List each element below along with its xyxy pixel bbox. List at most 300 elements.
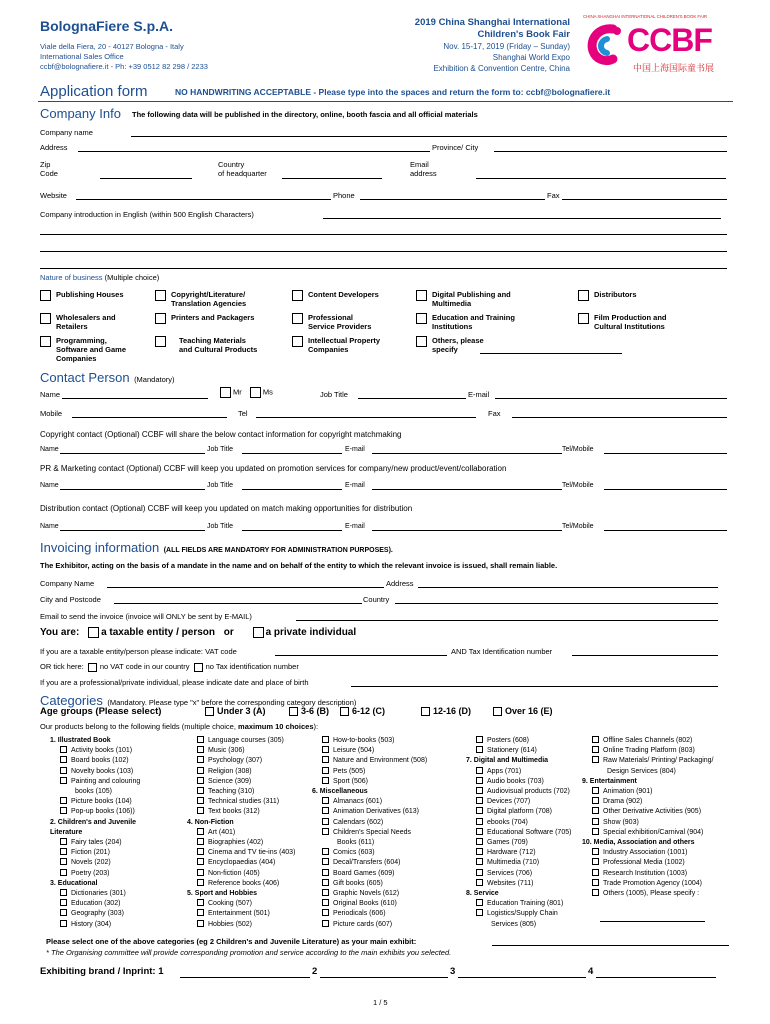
inv-address-field[interactable] <box>418 587 718 588</box>
or-tick-row <box>40 662 299 672</box>
category-label: Animation (901) <box>603 788 653 796</box>
category-checkbox[interactable] <box>60 777 67 784</box>
category-label: Reference books (406) <box>208 879 280 887</box>
category-option <box>312 818 427 828</box>
tax-id-field[interactable] <box>572 655 718 656</box>
category-label: History (304) <box>71 920 112 928</box>
category-heading <box>466 756 571 766</box>
business-checkbox[interactable] <box>155 313 166 324</box>
age-option-3 <box>340 706 385 716</box>
invoice-section-title: Invoicing information <box>40 540 160 555</box>
email-label-line1: Email <box>410 160 429 169</box>
category-checkbox[interactable] <box>322 899 329 906</box>
no-tax-checkbox[interactable] <box>194 663 203 672</box>
pr-email-label: E-mail <box>345 482 365 489</box>
category-option <box>312 869 427 879</box>
category-label: Geography (303) <box>71 910 124 918</box>
category-option <box>582 889 714 899</box>
category-checkbox[interactable] <box>197 899 204 906</box>
dist-name-label: Name <box>40 523 59 530</box>
main-exhibit-field[interactable] <box>492 945 729 946</box>
category-label: Digital platform (708) <box>487 808 552 816</box>
category-checkbox[interactable] <box>476 838 483 845</box>
contact-email-label: E-mail <box>468 390 490 399</box>
or-label: or <box>223 627 234 639</box>
category-option <box>187 899 295 909</box>
contact-job-label: Job Title <box>320 390 348 399</box>
category-checkbox[interactable] <box>197 858 204 865</box>
category-checkbox[interactable] <box>197 756 204 763</box>
category-checkbox[interactable] <box>197 869 204 876</box>
category-option <box>312 899 427 909</box>
category-label: Hobbies (502) <box>208 920 252 928</box>
category-checkbox[interactable] <box>476 848 483 855</box>
business-checkbox[interactable] <box>416 336 427 347</box>
category-label: Logistics/Supply Chain <box>487 910 558 918</box>
category-checkbox[interactable] <box>592 879 599 886</box>
category-checkbox[interactable] <box>197 767 204 774</box>
category-label: Show (903) <box>603 818 639 826</box>
copyright-job-field[interactable] <box>242 453 342 454</box>
category-checkbox[interactable] <box>592 756 599 763</box>
category-checkbox[interactable] <box>60 920 67 927</box>
category-label: Services (706) <box>487 869 533 877</box>
inv-country-field[interactable] <box>395 603 718 604</box>
age-checkbox-5[interactable] <box>493 707 502 716</box>
category-checkbox[interactable] <box>60 838 67 845</box>
category-checkbox[interactable] <box>322 746 329 753</box>
category-label: Periodicals (606) <box>333 910 386 918</box>
category-checkbox[interactable] <box>476 797 483 804</box>
category-checkbox[interactable] <box>60 797 67 804</box>
category-checkbox[interactable] <box>592 797 599 804</box>
category-checkbox[interactable] <box>476 767 483 774</box>
category-checkbox[interactable] <box>476 777 483 784</box>
org-office-line: International Sales Office <box>40 52 124 61</box>
ccbf-logo-icon <box>585 23 625 67</box>
category-label: Pop-up books (106)) <box>71 808 135 816</box>
brand-field-4[interactable] <box>596 977 716 978</box>
category-checkbox[interactable] <box>322 797 329 804</box>
brand-label: Exhibiting brand / Inprint: 1 <box>40 966 164 977</box>
intro-field-line1[interactable] <box>323 218 721 219</box>
contact-fax-field[interactable] <box>512 417 727 418</box>
category-option <box>582 858 714 868</box>
category-label: Art (401) <box>208 828 236 836</box>
category-checkbox[interactable] <box>60 889 67 896</box>
business-option <box>155 336 257 354</box>
category-checkbox[interactable] <box>592 807 599 814</box>
category-checkbox[interactable] <box>592 746 599 753</box>
business-option <box>578 290 637 299</box>
copyright-name-label: Name <box>40 446 59 453</box>
category-checkbox[interactable] <box>60 746 67 753</box>
category-label: Educational Software (705) <box>487 828 572 836</box>
inv-address-label: Address <box>386 579 414 588</box>
category-heading <box>312 787 427 797</box>
logo-main-text: CCBF <box>627 22 712 58</box>
category-checkbox[interactable] <box>476 787 483 794</box>
category-option <box>466 797 571 807</box>
category-checkbox[interactable] <box>322 828 329 835</box>
category-option <box>582 797 714 807</box>
salutation <box>220 387 273 398</box>
contact-mobile-field[interactable] <box>72 417 227 418</box>
category-option <box>466 777 571 787</box>
category-checkbox[interactable] <box>476 736 483 743</box>
website-label: Website <box>40 191 67 200</box>
category-heading <box>187 889 295 899</box>
category-option <box>466 746 571 756</box>
category-checkbox[interactable] <box>592 736 599 743</box>
category-option <box>187 807 295 817</box>
category-checkbox[interactable] <box>322 807 329 814</box>
fair-venue-line1: Shanghai World Expo <box>492 53 570 62</box>
category-option <box>312 797 427 807</box>
brand-field-1[interactable] <box>180 977 310 978</box>
form-notice: NO HANDWRITING ACCEPTABLE - Please type into the spaces and return the form to: ccbf@bolognafiere.it <box>175 87 611 97</box>
category-option <box>187 869 295 879</box>
category-option <box>50 889 140 899</box>
business-checkbox[interactable] <box>292 313 303 324</box>
category-label: Stationery (614) <box>487 747 537 755</box>
category-checkbox[interactable] <box>322 920 329 927</box>
logo-top-text: CHINA SHANGHAI INTERNATIONAL CHILDREN'S BOOK FAIR <box>583 14 707 19</box>
category-checkbox[interactable] <box>322 869 329 876</box>
category-checkbox[interactable] <box>60 899 67 906</box>
business-option-line: Film Production and <box>594 313 667 322</box>
category-checkbox[interactable] <box>476 828 483 835</box>
business-option-label <box>171 290 246 308</box>
dist-name-field[interactable] <box>60 530 205 531</box>
age-checkbox-4[interactable] <box>421 707 430 716</box>
category-checkbox[interactable] <box>476 909 483 916</box>
org-address-line: Viale della Fiera, 20 - 40127 Bologna - Italy <box>40 42 184 51</box>
country-label-line2: of headquarter <box>218 169 267 178</box>
business-option-line: Teaching Materials <box>179 336 246 345</box>
form-title: Application form <box>40 83 148 100</box>
age-checkbox-1[interactable] <box>205 707 214 716</box>
birth-field[interactable] <box>351 686 718 687</box>
category-label: Trade Promotion Agency (1004) <box>603 879 702 887</box>
ms-label: Ms <box>262 387 273 397</box>
category-label: Multimedia (710) <box>487 859 540 867</box>
business-checkbox[interactable] <box>416 290 427 301</box>
category-checkbox[interactable] <box>592 869 599 876</box>
category-label: Poetry (203) <box>71 869 110 877</box>
category-checkbox[interactable] <box>197 838 204 845</box>
website-field[interactable] <box>76 199 331 200</box>
dist-email-label: E-mail <box>345 523 365 530</box>
category-checkbox[interactable] <box>476 899 483 906</box>
category-checkbox[interactable] <box>476 807 483 814</box>
category-option <box>582 746 714 756</box>
category-label: Text books (312) <box>208 808 260 816</box>
category-label: Gift books (605) <box>333 879 383 887</box>
business-option-label <box>56 290 124 299</box>
category-option <box>50 848 140 858</box>
category-checkbox[interactable] <box>476 869 483 876</box>
age-checkbox-2[interactable] <box>289 707 298 716</box>
ms-checkbox[interactable] <box>250 387 261 398</box>
category-label: Encyclopaedias (404) <box>208 859 276 867</box>
category-checkbox[interactable] <box>197 797 204 804</box>
category-checkbox[interactable] <box>60 909 67 916</box>
business-option-line: Retailers <box>56 322 88 331</box>
category-label: 1. Illustrated Book <box>50 737 111 744</box>
vat-field[interactable] <box>275 655 447 656</box>
company-name-label: Company name <box>40 128 93 137</box>
zip-label-line2: Code <box>40 169 58 178</box>
category-column-3 <box>312 736 427 930</box>
contact-job-field[interactable] <box>358 398 466 399</box>
business-option-line: and Cultural Products <box>179 345 258 354</box>
business-checkbox[interactable] <box>40 336 51 347</box>
category-checkbox[interactable] <box>197 828 204 835</box>
company-section-title: Company Info <box>40 106 121 121</box>
or-tick-label: OR tick here: <box>40 662 84 671</box>
pr-name-field[interactable] <box>60 489 205 490</box>
copyright-email-field[interactable] <box>372 453 562 454</box>
category-checkbox[interactable] <box>322 909 329 916</box>
intro-field-line3[interactable] <box>40 251 727 252</box>
category-label: Other Derivative Activities (905) <box>603 808 702 816</box>
province-field[interactable] <box>494 151 727 152</box>
category-checkbox[interactable] <box>322 756 329 763</box>
copyright-name-field[interactable] <box>60 453 205 454</box>
business-option-line: Wholesalers and <box>56 313 116 322</box>
contact-email-field[interactable] <box>495 398 727 399</box>
fax-label: Fax <box>547 191 560 200</box>
category-option <box>312 879 427 889</box>
category-option <box>50 838 140 848</box>
invoice-section-note: (ALL FIELDS ARE MANDATORY FOR ADMINISTRATION PURPOSES). <box>163 547 393 554</box>
category-label: Comics (603) <box>333 849 375 857</box>
category-checkbox[interactable] <box>60 869 67 876</box>
fair-venue-line2: Exhibition & Convention Centre, China <box>433 64 570 73</box>
business-option-label <box>594 313 667 331</box>
pr-job-field[interactable] <box>242 489 342 490</box>
business-option-line: Professional <box>308 313 354 322</box>
address-field[interactable] <box>78 151 430 152</box>
business-option-label <box>432 290 511 308</box>
business-checkbox[interactable] <box>155 336 166 347</box>
business-checkbox[interactable] <box>40 313 51 324</box>
category-checkbox[interactable] <box>60 807 67 814</box>
category-checkbox[interactable] <box>322 858 329 865</box>
category-label: Drama (902) <box>603 798 643 806</box>
category-option <box>466 879 571 889</box>
business-checkbox[interactable] <box>40 290 51 301</box>
category-checkbox[interactable] <box>476 746 483 753</box>
category-label: Activity books (101) <box>71 747 133 755</box>
category-checkbox[interactable] <box>592 787 599 794</box>
category-label: Hardware (712) <box>487 849 536 857</box>
category-checkbox[interactable] <box>476 879 483 886</box>
category-checkbox[interactable] <box>322 889 329 896</box>
category-option <box>312 858 427 868</box>
business-checkbox[interactable] <box>292 290 303 301</box>
category-option <box>187 848 295 858</box>
category-checkbox[interactable] <box>592 858 599 865</box>
category-option <box>582 828 714 838</box>
age-label-5: Over 16 (E) <box>505 706 553 716</box>
logo-cn-text: 中国上海国际童书展 <box>633 63 715 73</box>
category-checkbox[interactable] <box>322 848 329 855</box>
category-checkbox[interactable] <box>197 848 204 855</box>
org-address <box>40 42 208 72</box>
category-checkbox[interactable] <box>197 736 204 743</box>
category-option <box>466 858 571 868</box>
category-checkbox[interactable] <box>197 777 204 784</box>
category-option <box>582 879 714 889</box>
category-checkbox[interactable] <box>60 767 67 774</box>
category-checkbox[interactable] <box>592 828 599 835</box>
dist-email-field[interactable] <box>372 530 562 531</box>
others-specify-field[interactable] <box>600 921 705 922</box>
category-checkbox[interactable] <box>322 736 329 743</box>
fields-note-end: ): <box>313 722 319 731</box>
business-checkbox[interactable] <box>578 290 589 301</box>
inv-email-field[interactable] <box>296 620 718 621</box>
category-option <box>50 777 140 787</box>
country-field[interactable] <box>282 178 382 179</box>
business-option <box>155 313 254 322</box>
category-checkbox[interactable] <box>476 858 483 865</box>
email-field[interactable] <box>476 178 726 179</box>
business-option <box>292 336 380 354</box>
contact-tel-field[interactable] <box>256 417 476 418</box>
category-label: Entertainment (501) <box>208 910 270 918</box>
zip-field[interactable] <box>100 178 192 179</box>
intro-field-line2[interactable] <box>40 234 727 235</box>
category-label: Fiction (201) <box>71 849 110 857</box>
category-label: Leisure (504) <box>333 747 375 755</box>
business-option-line: Education and Training <box>432 313 515 322</box>
category-checkbox[interactable] <box>197 746 204 753</box>
category-option <box>50 909 140 919</box>
category-checkbox[interactable] <box>197 807 204 814</box>
dist-job-field[interactable] <box>242 530 342 531</box>
taxable-checkbox[interactable] <box>88 627 99 638</box>
category-checkbox[interactable] <box>60 848 67 855</box>
category-checkbox[interactable] <box>322 777 329 784</box>
category-label: books (105) <box>75 788 112 796</box>
brand-field-3[interactable] <box>458 977 586 978</box>
tax-id-label: AND Tax Identification number <box>451 647 553 656</box>
category-label: 9. Entertainment <box>582 777 637 785</box>
category-label: Apps (701) <box>487 767 522 775</box>
contact-name-field[interactable] <box>62 398 208 399</box>
category-option <box>466 838 571 848</box>
category-option <box>466 818 571 828</box>
business-option <box>416 336 484 354</box>
category-checkbox[interactable] <box>60 858 67 865</box>
dist-tel-field[interactable] <box>604 530 727 531</box>
category-option <box>312 920 427 930</box>
category-label: How-to-books (503) <box>333 737 395 744</box>
category-checkbox[interactable] <box>592 848 599 855</box>
business-option-line: Software and Game <box>56 345 127 354</box>
business-option-label <box>432 313 515 331</box>
category-label: Education Training (801) <box>487 900 564 908</box>
copyright-job-label: Job Title <box>207 446 234 453</box>
brand-field-2[interactable] <box>320 977 448 978</box>
business-checkbox[interactable] <box>416 313 427 324</box>
category-checkbox[interactable] <box>197 879 204 886</box>
business-option-line: Programming, <box>56 336 107 345</box>
category-checkbox[interactable] <box>60 756 67 763</box>
pr-tel-label: Tel/Mobile <box>562 482 594 489</box>
mr-checkbox[interactable] <box>220 387 231 398</box>
contact-tel-label: Tel <box>238 409 248 418</box>
category-option <box>582 848 714 858</box>
copyright-tel-field[interactable] <box>604 453 727 454</box>
category-label: Sport (506) <box>333 777 369 785</box>
category-column-2 <box>187 736 295 930</box>
category-label: Offline Sales Channels (802) <box>603 737 693 744</box>
category-label: 5. Sport and Hobbies <box>187 890 258 898</box>
you-are-label: You are: <box>40 627 80 639</box>
intro-field-line4[interactable] <box>40 268 727 269</box>
category-label: Novelty books (103) <box>71 767 134 775</box>
fair-title-line2: Children's Book Fair <box>477 29 570 40</box>
category-option <box>466 736 571 746</box>
category-checkbox[interactable] <box>197 920 204 927</box>
business-checkbox[interactable] <box>578 313 589 324</box>
category-checkbox[interactable] <box>322 879 329 886</box>
category-label: Dictionaries (301) <box>71 890 126 898</box>
main-exhibit-label: Please select one of the above categories (eg 2 Children's and Juvenile Literature) as your main exhibit: <box>46 937 417 946</box>
category-option <box>187 777 295 787</box>
business-other-specify-field[interactable] <box>480 353 622 354</box>
org-contact-line: ccbf@bolognafiere.it - Ph: +39 0512 82 298 / 2233 <box>40 62 208 71</box>
category-checkbox[interactable] <box>592 889 599 896</box>
inv-company-field[interactable] <box>107 587 384 588</box>
business-checkbox[interactable] <box>292 336 303 347</box>
fax-field[interactable] <box>562 199 727 200</box>
mr-label: Mr <box>233 387 242 397</box>
age-option-2 <box>289 706 329 716</box>
category-checkbox[interactable] <box>197 909 204 916</box>
business-option-line: Publishing Houses <box>56 290 124 299</box>
age-label-3: 6-12 (C) <box>352 706 386 716</box>
category-checkbox[interactable] <box>592 818 599 825</box>
category-checkbox[interactable] <box>322 767 329 774</box>
pr-email-field[interactable] <box>372 489 562 490</box>
category-label: 10. Media, Association and others <box>582 839 695 847</box>
category-option <box>312 848 427 858</box>
business-option <box>292 313 371 331</box>
age-checkbox-3[interactable] <box>340 707 349 716</box>
category-checkbox[interactable] <box>197 787 204 794</box>
category-label: Services (805) <box>491 920 537 928</box>
category-checkbox[interactable] <box>476 818 483 825</box>
pr-tel-field[interactable] <box>604 489 727 490</box>
private-checkbox[interactable] <box>253 627 264 638</box>
no-vat-checkbox[interactable] <box>88 663 97 672</box>
business-checkbox[interactable] <box>155 290 166 301</box>
category-option <box>187 909 295 919</box>
business-option-line: Institutions <box>432 322 473 331</box>
company-name-field[interactable] <box>131 136 727 137</box>
category-column-5 <box>582 736 714 899</box>
category-heading <box>187 818 295 828</box>
inv-city-field[interactable] <box>114 603 362 604</box>
phone-field[interactable] <box>360 199 545 200</box>
category-checkbox[interactable] <box>322 818 329 825</box>
business-option-label <box>308 290 379 299</box>
